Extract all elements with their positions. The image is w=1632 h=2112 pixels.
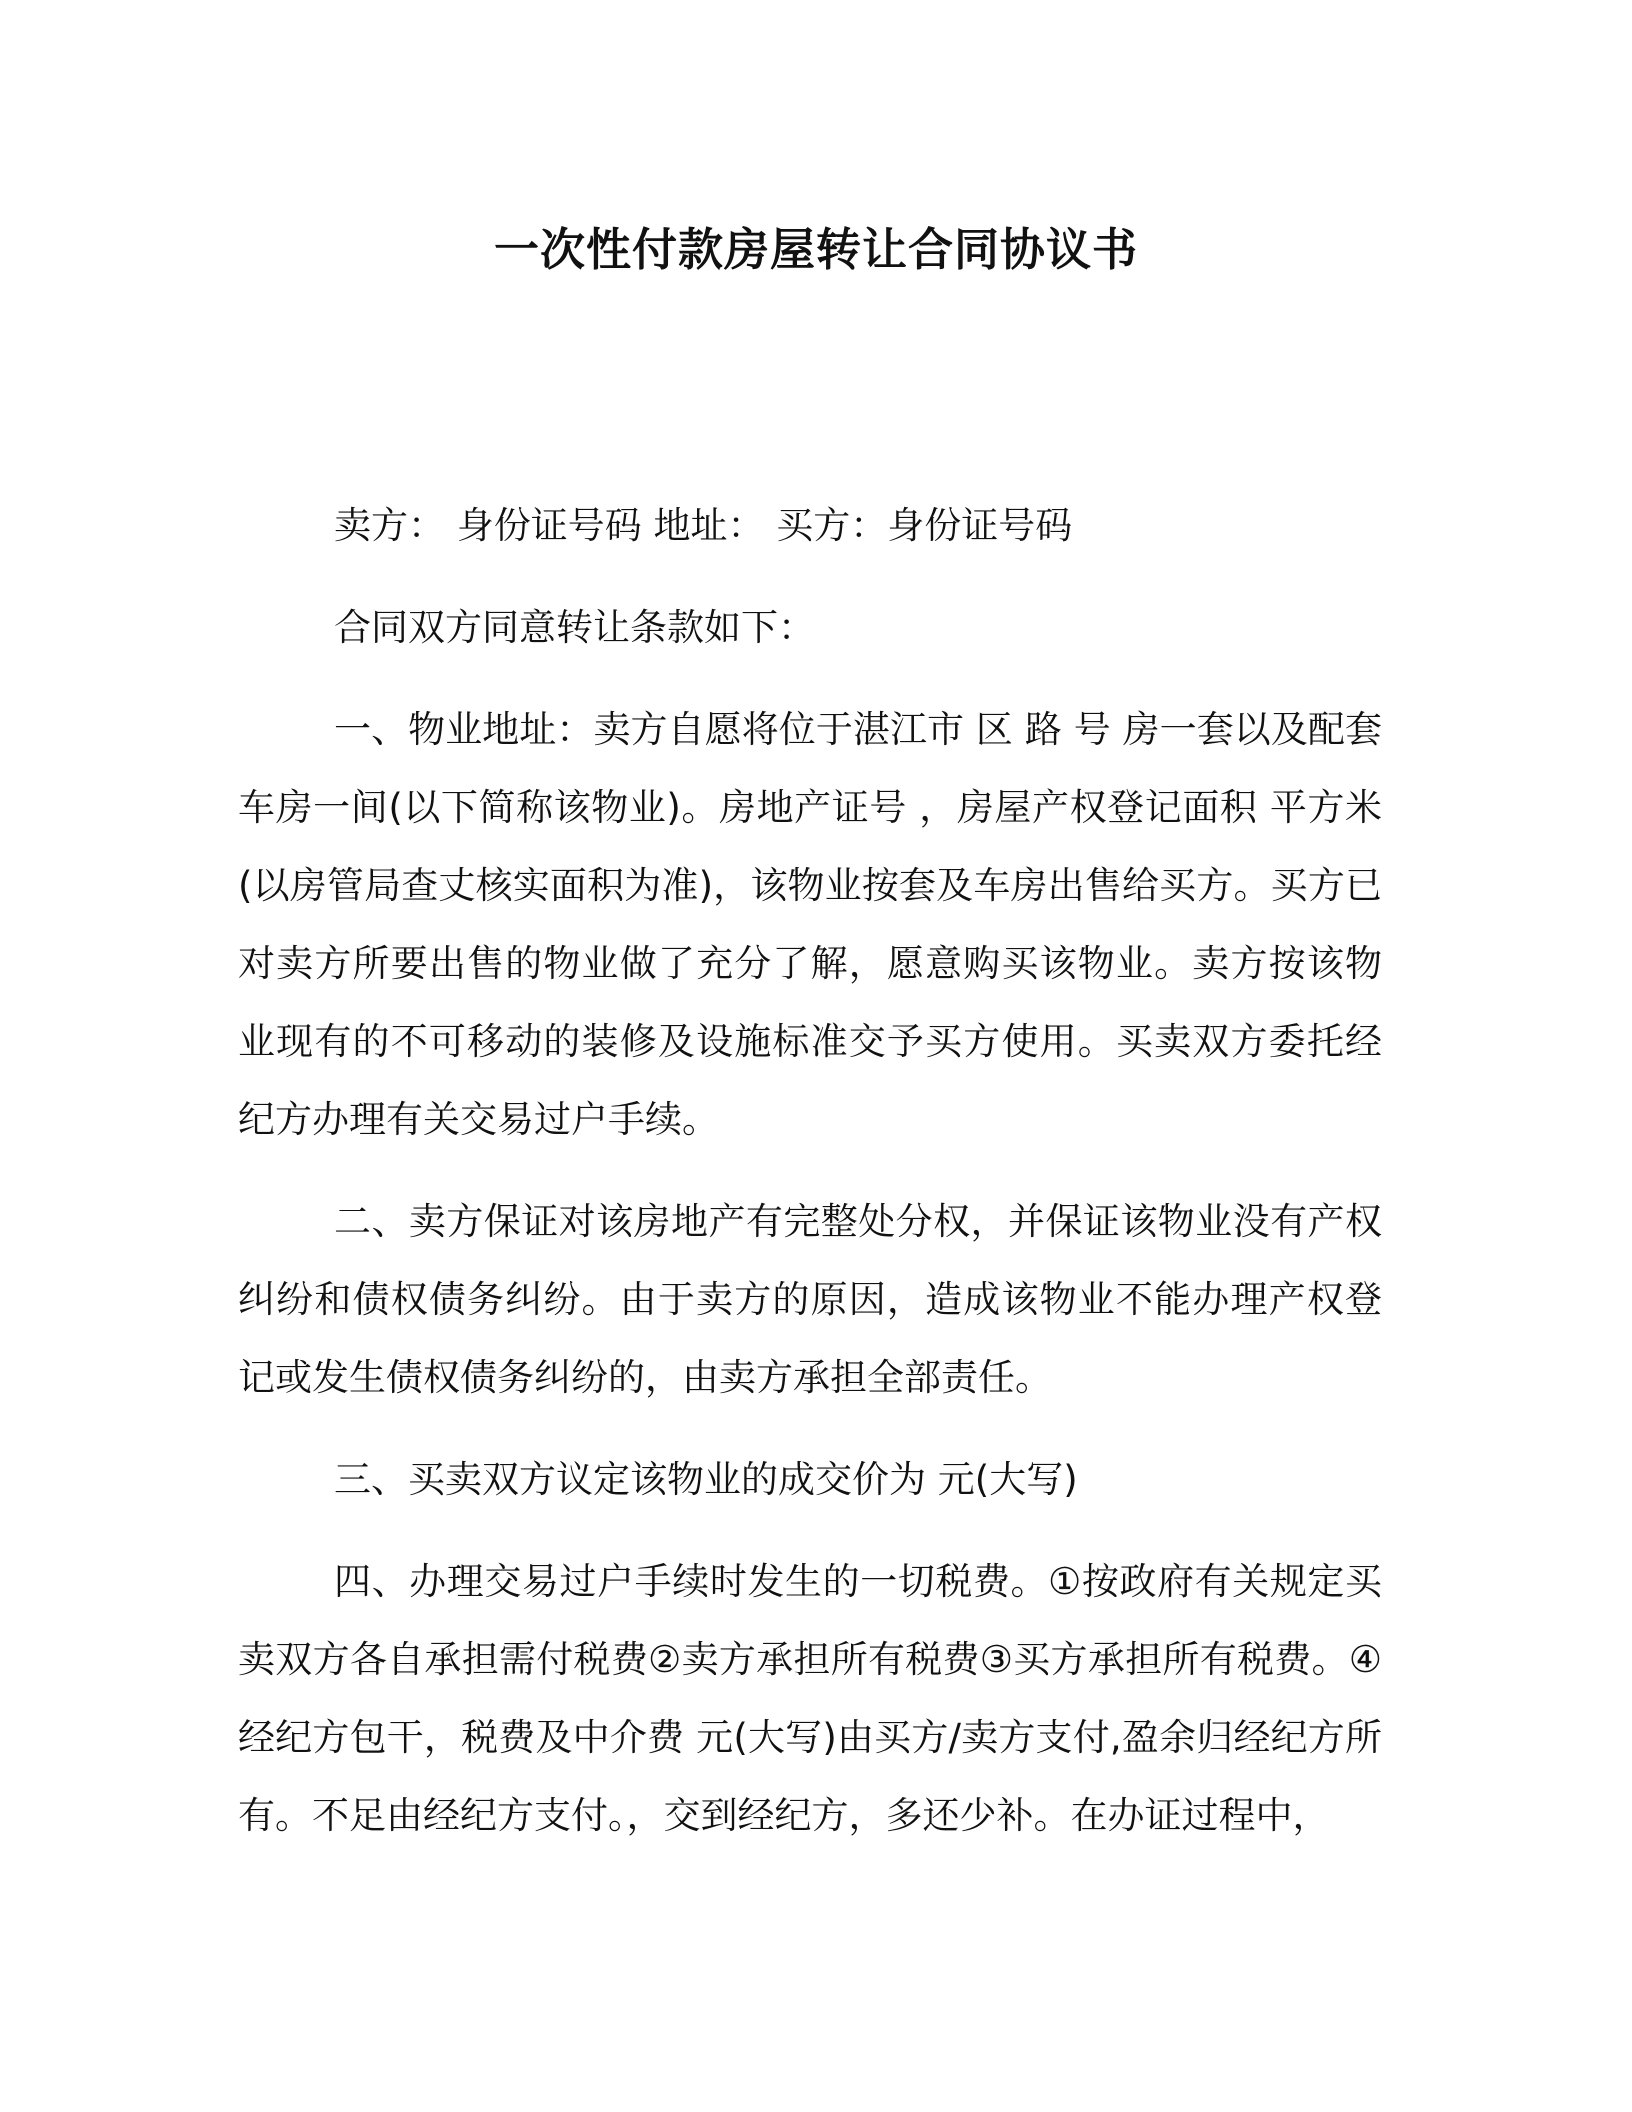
document-body <box>238 487 1382 1879</box>
terms-intro: 合同双方同意转让条款如下： <box>334 606 815 649</box>
clause-4-taxes: 四、办理交易过户手续时发生的一切税费。①按政府有关规定买卖双方各自承担需付税费②卖方承担所有税费③买方承担所有税费。④经纪方包干，税费及中介费 元(大写)由买方/卖方支付,盈余归经纪方所有。不足由经纪方支付。，交到经纪方，多还少补。在办证过程中， <box>238 1560 1382 1837</box>
clause-2-seller-guarantee: 二、卖方保证对该房地产有完整处分权，并保证该物业没有产权纠纷和债权债务纠纷。由于卖方的原因，造成该物业不能办理产权登记或发生债权债务纠纷的，由卖方承担全部责任。 <box>238 1200 1382 1399</box>
parties-line: 卖方： 身份证号码 地址： 买方：身份证号码 <box>334 504 1073 547</box>
document-title: 一次性付款房屋转让合同协议书 <box>493 223 1138 276</box>
clause-3-price: 三、买卖双方议定该物业的成交价为 元(大写) <box>334 1458 1078 1501</box>
clause-1-property-address: 一、物业地址：卖方自愿将位于湛江市 区 路 号 房一套以及配套车房一间(以下简称该物业)。房地产证号 ，房屋产权登记面积 平方米(以房管局查丈核实面积为准)，该物业按套及车房出售给买方。买方已对卖方所要出售的物业做了充分了解，愿意购买该物业。卖方按该物业现有的不可移动的装修及设施标准交予买方使用。买卖双方委托经纪方办理有关交易过户手续。 <box>238 708 1382 1141</box>
